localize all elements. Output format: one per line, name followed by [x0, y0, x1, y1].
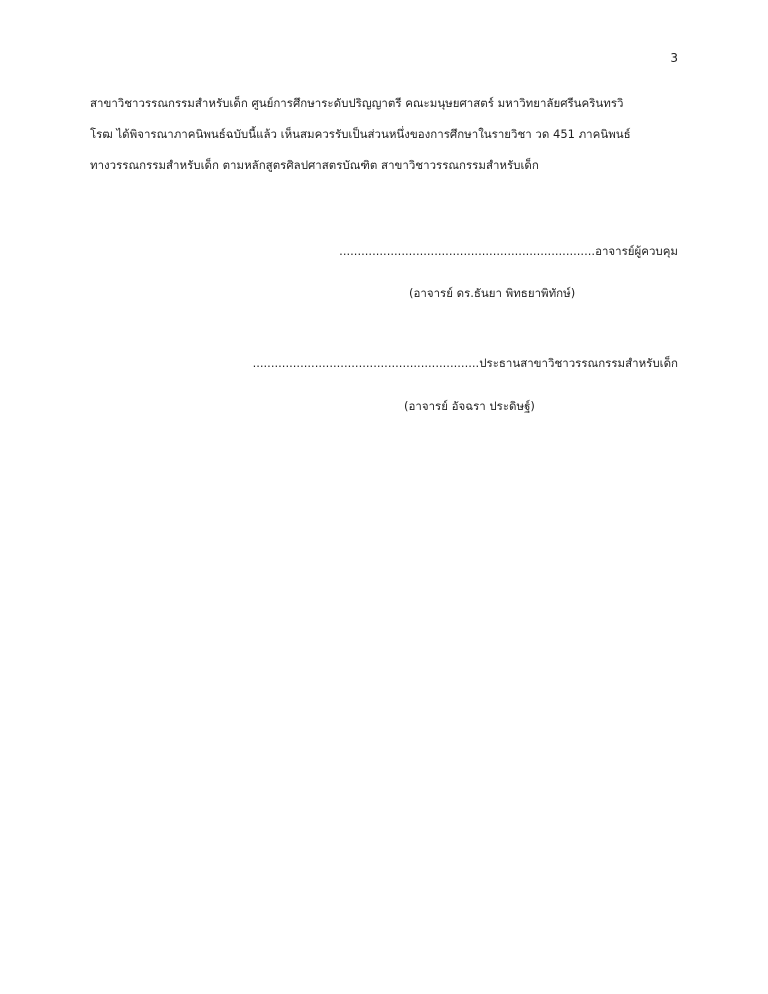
advisor-title: อาจารย์ผู้ควบคุม — [595, 244, 678, 258]
body-text-line-3: ทางวรรณกรรมสำหรับเด็ก ตามหลักสูตรศิลปศาสตรบัณฑิต สาขาวิชาวรรณกรรมสำหรับเด็ก — [90, 158, 539, 172]
advisor-name: (อาจารย์ ดร.ธันยา พิทธยาพิทักษ์) — [409, 286, 576, 300]
advisor-signature-line — [339, 244, 678, 258]
page-number: 3 — [670, 51, 678, 65]
chair-title: ประธานสาขาวิชาวรรณกรรมสำหรับเด็ก — [479, 356, 678, 370]
body-text-line-2: โรฒ ได้พิจารณาภาคนิพนธ์ฉบับนี้แล้ว เห็นสมควรรับเป็นส่วนหนึ่งของการศึกษาในรายวิชา วด 451 ภาคนิพนธ์ — [90, 127, 631, 141]
advisor-signature-dots: ...................................................................... — [339, 244, 596, 258]
chair-name: (อาจารย์ อัจฉรา ประดิษฐ์) — [404, 399, 535, 413]
body-text-line-1: สาขาวิชาวรรณกรรมสำหรับเด็ก ศูนย์การศึกษาระดับปริญญาตรี คณะมนุษยศาสตร์ มหาวิทยาลัยศรีนครินทรวิ — [90, 96, 624, 110]
chair-signature-line — [253, 356, 678, 370]
chair-signature-dots: .............................................................. — [252, 356, 480, 370]
